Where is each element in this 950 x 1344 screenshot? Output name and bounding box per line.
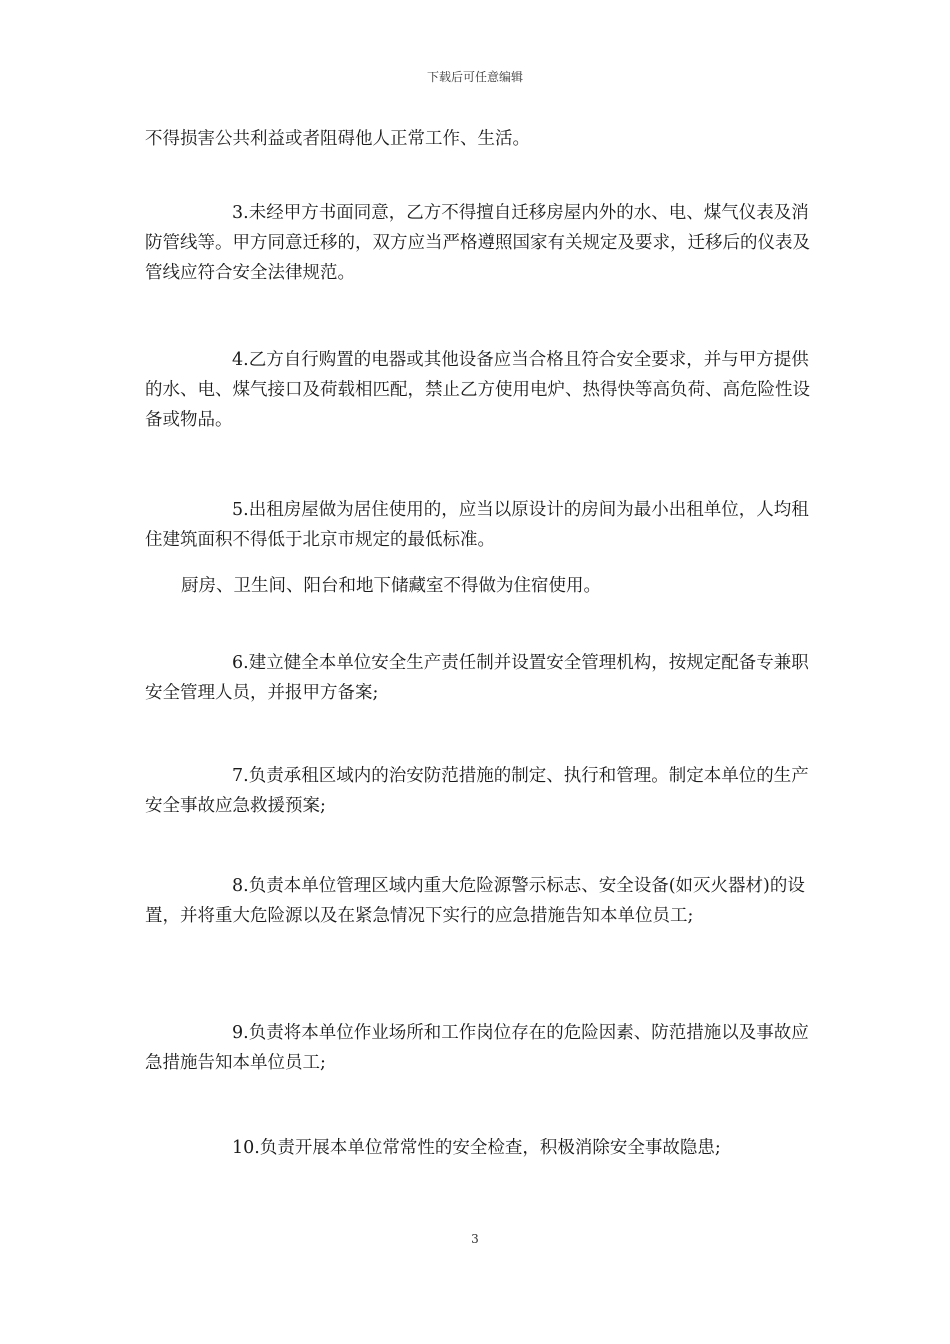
paragraph-item-3: 3.未经甲方书面同意，乙方不得擅自迁移房屋内外的水、电、煤气仪表及消防管线等。甲方同意迁移的，双方应当严格遵照国家有关规定及要求，迁移后的仪表及管线应符合安全法律规范。 — [145, 203, 810, 283]
paragraph-item-7: 7.负责承租区域内的治安防范措施的制定、执行和管理。制定本单位的生产安全事故应急救援预案; — [145, 766, 809, 816]
paragraph-item-9: 9.负责将本单位作业场所和工作岗位存在的危险因素、防范措施以及事故应急措施告知本单位员工; — [145, 1023, 809, 1073]
paragraph-item-5: 5.出租房屋做为居住使用的，应当以原设计的房间为最小出租单位，人均租住建筑面积不得低于北京市规定的最低标准。 — [145, 500, 809, 550]
page-number: 3 — [471, 1232, 479, 1246]
paragraph-item-6: 6.建立健全本单位安全生产责任制并设置安全管理机构，按规定配备专兼职安全管理人员，并报甲方备案; — [145, 653, 809, 703]
paragraph-continuation: 不得损害公共利益或者阻碍他人正常工作、生活。 — [145, 129, 530, 149]
paragraph-item-4: 4.乙方自行购置的电器或其他设备应当合格且符合安全要求，并与甲方提供的水、电、煤气接口及荷载相匹配，禁止乙方使用电炉、热得快等高负荷、高危险性设备或物品。 — [145, 350, 810, 430]
paragraph-item-10: 10.负责开展本单位常常性的安全检查，积极消除安全事故隐患; — [232, 1138, 721, 1158]
paragraph-item-5-note: 厨房、卫生间、阳台和地下储藏室不得做为住宿使用。 — [181, 576, 601, 596]
paragraph-item-8: 8.负责本单位管理区域内重大危险源警示标志、安全设备(如灭火器材)的设置，并将重大危险源以及在紧急情况下实行的应急措施告知本单位员工; — [145, 876, 805, 926]
page-header: 下载后可任意编辑 — [426, 70, 523, 84]
